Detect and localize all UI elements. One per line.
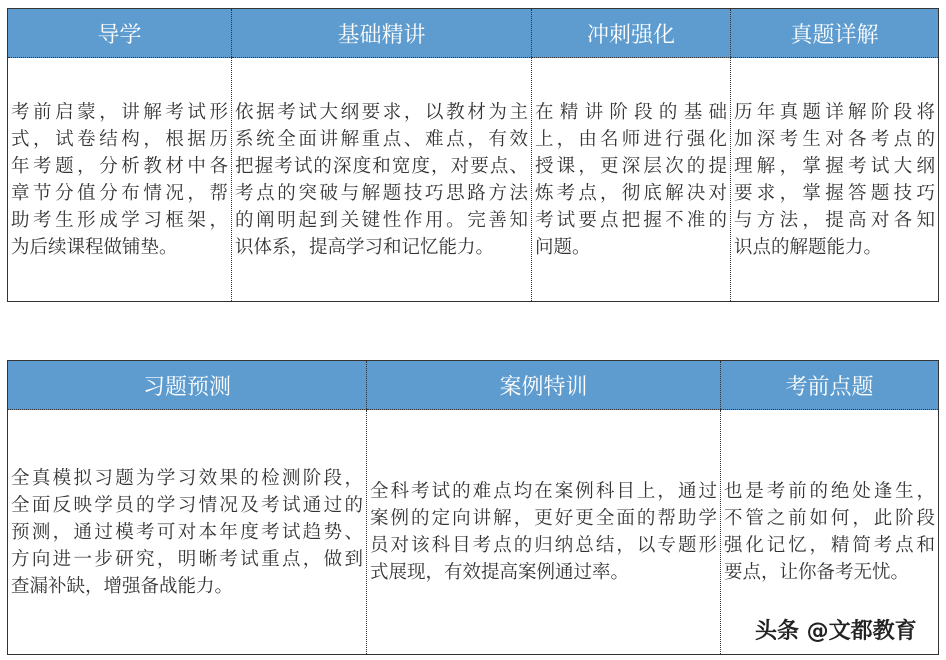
text-line: 依据考试大纲要求，以教材为主 — [235, 101, 528, 123]
text-line: 炼考点，彻底解决对 — [535, 182, 727, 204]
course-stage-table-1 — [7, 8, 939, 302]
course-stage-table-2 — [7, 360, 939, 655]
text-line: 式展现，有效提高案例通过率。 — [370, 562, 630, 583]
content-row — [8, 58, 939, 302]
text-line: 上，由名师进行强化 — [535, 128, 727, 150]
text-line: 要点，让你备考无忧。 — [724, 562, 910, 583]
content-cell — [532, 58, 731, 302]
header-cell: 真题详解 — [731, 9, 939, 58]
text-line: 的阐明起到关键性作用。完善知 — [235, 209, 528, 231]
content-cell — [8, 58, 232, 302]
header-row — [8, 361, 939, 410]
text-line: 考前启蒙，讲解考试形 — [11, 101, 228, 123]
text-line: 识体系，提高学习和记忆能力。 — [235, 236, 495, 258]
header-cell: 冲刺强化 — [532, 9, 731, 58]
header-cell: 基础精讲 — [232, 9, 532, 58]
content-cell — [232, 58, 532, 302]
text-line: 助考生形成学习框架， — [11, 209, 228, 231]
text-line: 加深考生对各考点的 — [734, 128, 935, 150]
text-line: 案例的定向讲解，更好更全面的帮助学 — [370, 508, 717, 529]
text-line: 全面反映学员的学习情况及考试通过的 — [11, 494, 363, 516]
text-line: 问题。 — [535, 236, 591, 258]
text-line: 全科考试的难点均在案例科目上，通过 — [370, 481, 717, 502]
text-line: 方向进一步研究，明晰考试重点，做到 — [11, 548, 363, 570]
text-line: 历年真题详解阶段将 — [734, 101, 935, 123]
text-line: 式，试卷结构，根据历 — [11, 128, 228, 150]
text-line: 考试要点把握不准的 — [535, 209, 727, 231]
text-line: 授课，更深层次的提 — [535, 155, 727, 177]
header-cell: 考前点题 — [721, 361, 939, 410]
text-line: 为后续课程做铺垫。 — [11, 236, 178, 258]
text-line: 把握考试的深度和宽度，对要点、 — [235, 155, 528, 177]
content-cell — [367, 410, 721, 655]
content-cell — [731, 58, 939, 302]
text-line: 员对该科目考点的归纳总结，以专题形 — [370, 535, 717, 556]
text-line: 也是考前的绝处逢生， — [724, 481, 935, 502]
header-cell: 习题预测 — [8, 361, 367, 410]
header-cell: 导学 — [8, 9, 232, 58]
text-line: 理解，掌握考试大纲 — [734, 155, 935, 177]
header-cell: 案例特训 — [367, 361, 721, 410]
text-line: 预测，通过模考可对本年度考试趋势、 — [11, 521, 363, 543]
text-line: 年考题，分析教材中各 — [11, 155, 228, 177]
content-cell — [8, 410, 367, 655]
text-line: 与方法，提高对各知 — [734, 209, 935, 231]
header-row — [8, 9, 939, 58]
text-line: 考点的突破与解题技巧思路方法 — [235, 182, 528, 204]
text-line: 全真模拟习题为学习效果的检测阶段， — [11, 467, 363, 489]
text-line: 要求，掌握答题技巧 — [734, 182, 935, 204]
text-line: 查漏补缺，增强备战能力。 — [11, 575, 234, 597]
text-line: 在精讲阶段的基础 — [535, 101, 727, 123]
text-line: 识点的解题能力。 — [734, 236, 883, 258]
text-line: 系统全面讲解重点、难点，有效 — [235, 128, 528, 150]
text-line: 不管之前如何，此阶段 — [724, 508, 935, 529]
watermark: 头条 @文都教育 — [755, 619, 917, 644]
text-line: 章节分值分布情况，帮 — [11, 182, 228, 204]
text-line: 强化记忆，精简考点和 — [724, 535, 935, 556]
